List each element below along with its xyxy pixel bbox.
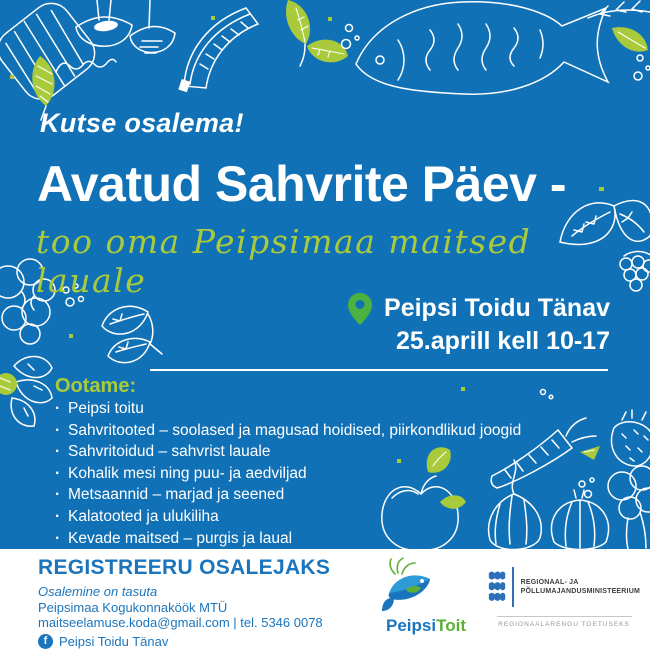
- list-item: · Peipsi toitu: [55, 398, 595, 420]
- peipsitoit-wordmark: PeipsiToit: [386, 616, 466, 635]
- strawberry-icon: [611, 410, 650, 466]
- list-item: · Kalatooted ja ulukiliha: [55, 506, 595, 528]
- ministry-name: REGIONAAL- JA PÕLLUMAJANDUSMINISTEERIUM: [520, 579, 640, 595]
- list-item: · Kohalik mesi ning puu- ja aedviljad: [55, 463, 595, 485]
- location-name: Peipsi Toidu Tänav: [384, 294, 610, 322]
- peipsitoit-fish-icon: [376, 557, 440, 615]
- estonia-lions-icon: [488, 567, 506, 607]
- broccoli-icon: [608, 466, 650, 549]
- free-note: Osalemine on tasuta: [38, 584, 158, 599]
- leaf-sprig-icon: [588, 1, 650, 18]
- list-item: · Kevade maitsed – purgis ja laual: [55, 528, 595, 549]
- poster-footer: [0, 549, 650, 649]
- ministry-logo: [488, 567, 640, 628]
- jar-icon: [0, 0, 103, 107]
- mushroom-icon: [130, 0, 175, 53]
- herb-squiggle: [56, 59, 116, 72]
- facebook-page-name: Peipsi Toidu Tänav: [59, 633, 169, 649]
- list-item: · Sahvritoidud – sahvrist lauale: [55, 441, 595, 463]
- basil-pair-icon: [102, 306, 162, 362]
- basil-leaves-icon: [286, 0, 348, 66]
- facebook-icon: f: [38, 634, 53, 649]
- fish-icon: [356, 2, 608, 94]
- peipsitoit-logo: [376, 557, 486, 636]
- facebook-row: [38, 634, 330, 649]
- logo-divider: [512, 567, 514, 607]
- flower-icon: [0, 356, 52, 426]
- invite-line: Kutse osalema!: [40, 108, 244, 138]
- location-pin-icon: [348, 293, 372, 325]
- expect-list: [55, 398, 595, 549]
- banana-icon: [178, 8, 258, 92]
- poster-title: Avatud Sahvrite Päev -: [37, 156, 567, 212]
- mushroom-icon: [76, 0, 132, 46]
- section-divider: [150, 369, 608, 371]
- organization-name: Peipsimaa Kogukonnaköök MTÜ: [38, 599, 228, 615]
- registration-block: [38, 556, 330, 649]
- expect-heading: Ootame:: [55, 375, 137, 397]
- tagline-script: too oma Peipsimaa maitsed lauale: [36, 222, 532, 300]
- contact-info: maitseelamuse.koda@gmail.com | tel. 5346 0078: [38, 615, 323, 630]
- ministry-subtitle: REGIONAALARENGU TOETUSEKS: [498, 621, 630, 628]
- list-item: · Sahvritooted – soolased ja magusad hoidised, piirkondlikud joogid: [55, 420, 595, 442]
- list-item: · Metsaannid – marjad ja seened: [55, 484, 595, 506]
- location-block: [348, 292, 610, 358]
- register-heading: REGISTREERU OSALEJAKS: [38, 556, 331, 579]
- lime-leaf-icon: [612, 27, 648, 51]
- ministry-rule: [497, 616, 632, 617]
- location-datetime: 25.aprill kell 10-17: [395, 327, 610, 355]
